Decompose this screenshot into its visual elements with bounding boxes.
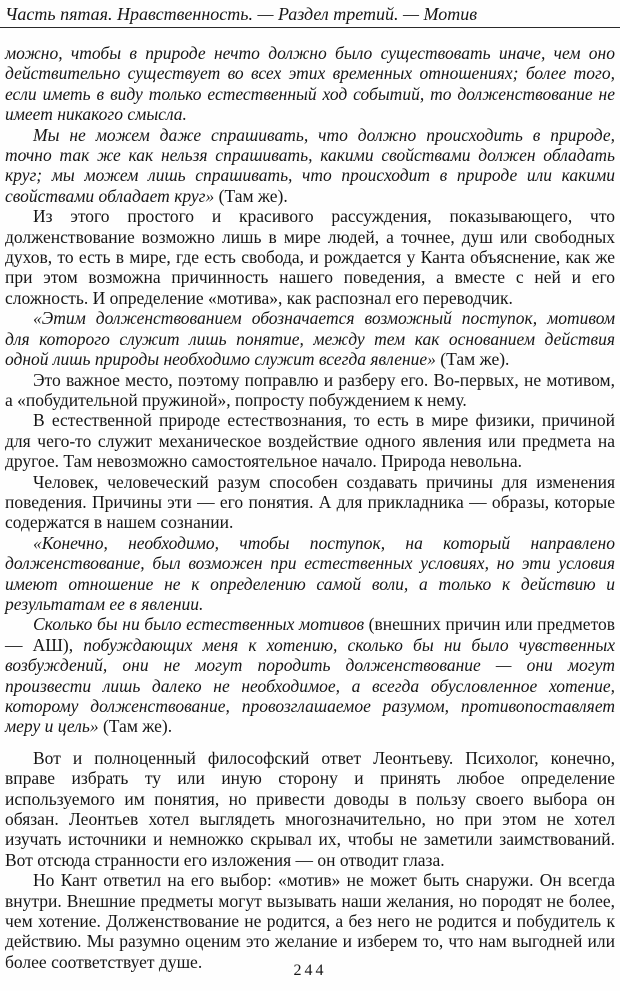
body-text: Из этого простого и красивого рассуждения, показывающего, что долженствование возможно лишь в мире людей, а точнее, душ или свободных духов, то есть в мире, где есть свобода, и рождается у Канта объяснение, как же при этом возможна причинность нашего поведения, а вместе с ней и его сложность. И определение «мотива», как распознал его переводчик.: [5, 206, 615, 308]
paragraph: [5, 410, 615, 471]
quote-text: Сколько бы ни было естественных мотивов: [33, 614, 369, 635]
body-text: Человек, человеческий разум способен создавать причины для изменения поведения. Причины эти — его понятия. А для прикладника — образы, которые содержатся в нашем сознании.: [5, 471, 615, 533]
body-text: (Там же).: [435, 349, 510, 370]
paragraph: [5, 748, 615, 870]
paragraph: [5, 870, 615, 972]
paragraph: [5, 472, 615, 533]
running-header: [0, 0, 620, 28]
paragraph: [5, 370, 615, 411]
body-text: Вот и полноценный философский ответ Леонтьеву. Психолог, конечно, вправе избрать ту или иную сторону и принять любое определение используемого им понятия, но привести доводы в пользу своего выбора он обязан. Леонтьев хотел выглядеть многозначительно, но при этом не хотел изучать источники и немножко скрывал их, чтобы не заметили заимствований. Вот отсюда странности его изложения — он отводит глаза.: [5, 747, 615, 870]
quote-text: Мы не можем даже спрашивать, что должно происходить в природе, точно так же как нельзя спрашивать, какими свойствами должен обладать круг; мы можем лишь спрашивать, что происходит в природе или какими свойствами обладает круг»: [5, 124, 615, 206]
paragraph: [5, 125, 615, 207]
paragraph: [5, 206, 615, 308]
body-text: В естественной природе естествознания, то есть в мире физики, причиной для чего-то служит механическое воздействие одного явления или предмета на другое. Там невозможно самостоятельное начало. Природа невольна.: [5, 410, 615, 472]
paragraph: [5, 308, 615, 369]
body-text: Но Кант ответил на его выбор: «мотив» не может быть снаружи. Он всегда внутри. Внешние предметы могут вызывать наши желания, но породят не более, чем хотение. Долженствование не родится, а без него не родится и побудитель к действию. Мы разумно оценим это желание и изберем то, что нам выгодней или более соответствует душе.: [5, 870, 615, 972]
body-text: Это важное место, поэтому поправлю и разберу его. Во-первых, не мотивом, а «побудительной пружиной», попросту побуждением к нему.: [5, 369, 615, 410]
running-header-text: Часть пятая. Нравственность. — Раздел третий. — Мотив: [5, 4, 478, 24]
body-text: (внешних причин или предметов — АШ),: [5, 614, 616, 655]
quote-text: «Конечно, необходимо, чтобы поступок, на который направлено долженствование, был возможен при естественных условиях, но эти условия имеют отношение не к определению самой воли, а только к действию и результатам ее в явлении.: [5, 532, 615, 614]
quote-text: побуждающих меня к хотению, сколько бы ни было чувственных возбуждений, они не могут породить долженствование — они могут произвести лишь далеко не необходимое, а всегда обусловленное хотение, которому долженствование, провозглашаемое разумом, противопоставляет меру и цель»: [5, 634, 615, 737]
paragraph: [5, 43, 615, 125]
quote-text: «Этим долженствованием обозначается возможный поступок, мотивом для которого служит лишь понятие, между тем как основанием действия одной лишь природы необходимо служит всегда явление»: [5, 308, 615, 370]
page-number: 244: [293, 962, 327, 979]
paragraph: [5, 533, 615, 615]
body-text: (Там же).: [214, 185, 288, 206]
body-text: (Там же).: [98, 716, 173, 737]
page-body: [0, 28, 620, 972]
paragraph: [5, 614, 615, 736]
quote-text: можно, чтобы в природе нечто должно было существовать иначе, чем оно действительно существует во всех этих временных отношениях; более того, если иметь в виду только естественный ход событий, то долженствование не имеет никакого смысла.: [5, 43, 615, 125]
